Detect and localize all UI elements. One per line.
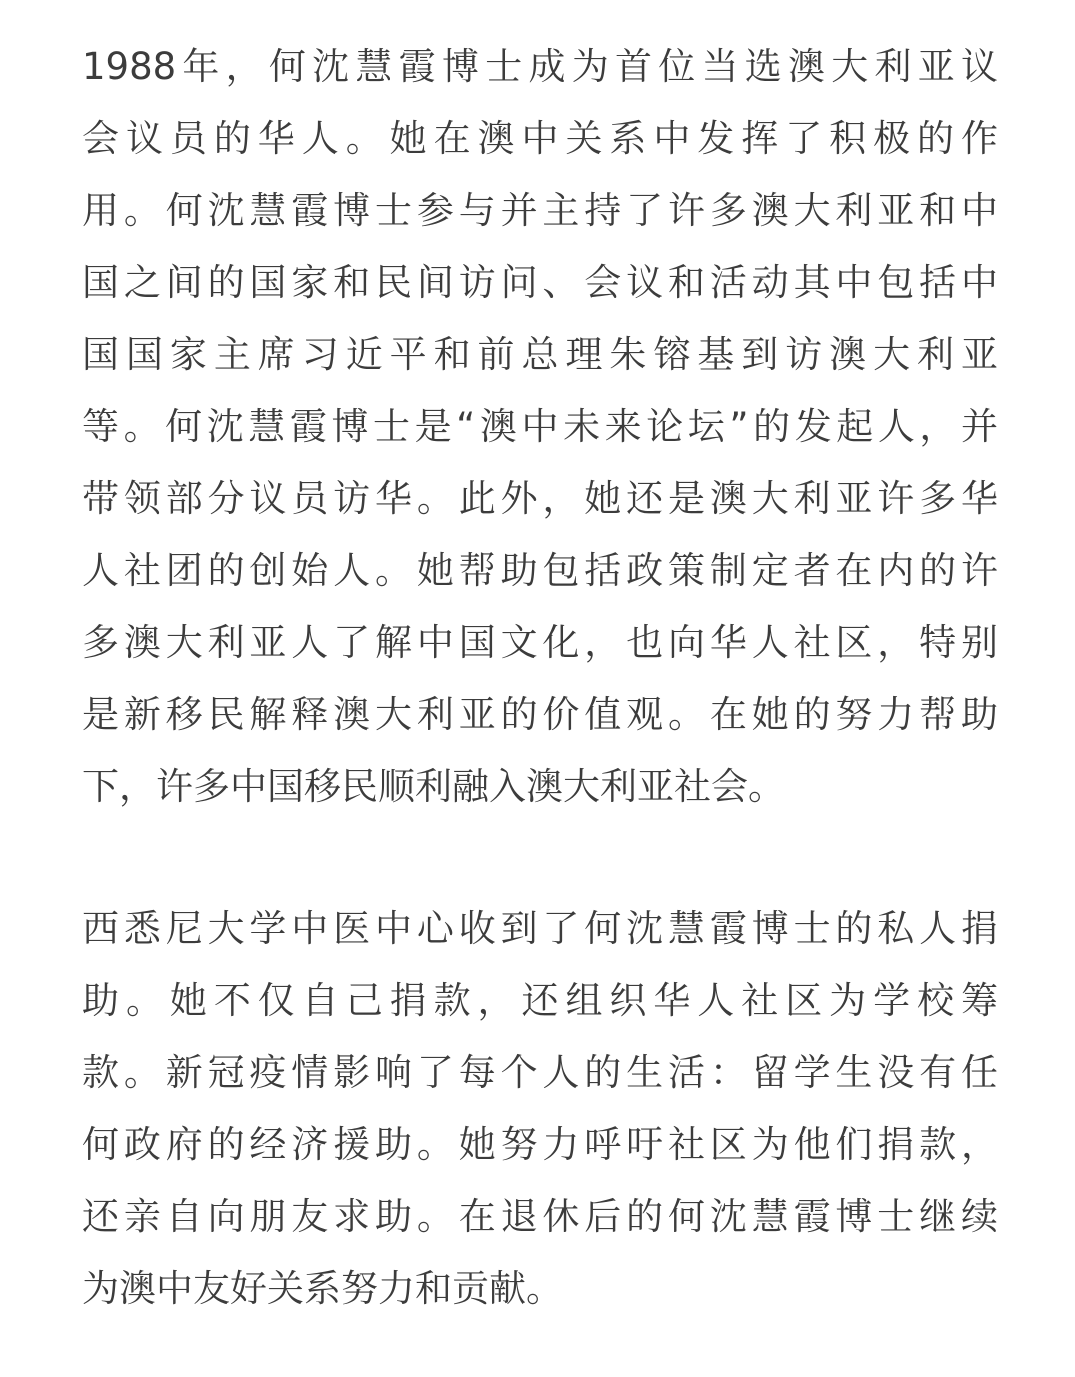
text-line: 多澳大利亚人了解中国文化，也向华人社区，特别 xyxy=(82,621,998,664)
text-line: 带领部分议员访华。此外，她还是澳大利亚许多华 xyxy=(82,477,998,520)
text-line: 下，许多中国移民顺利融入澳大利亚社会。 xyxy=(82,765,785,808)
text-line: 还亲自向朋友求助。在退休后的何沈慧霞博士继续 xyxy=(82,1195,998,1238)
text-line: 1988年，何沈慧霞博士成为首位当选澳大利亚议 xyxy=(82,45,998,88)
text-line: 人社团的创始人。她帮助包括政策制定者在内的许 xyxy=(82,549,998,592)
text-line: 是新移民解释澳大利亚的价值观。在她的努力帮助 xyxy=(82,693,998,736)
text-line: 会议员的华人。她在澳中关系中发挥了积极的作 xyxy=(82,117,998,160)
text-line: 国之间的国家和民间访问、会议和活动其中包括中 xyxy=(82,261,998,304)
text-line: 助。她不仅自己捐款，还组织华人社区为学校筹 xyxy=(82,979,998,1022)
text-line: 西悉尼大学中医中心收到了何沈慧霞博士的私人捐 xyxy=(82,907,998,950)
text-line: 何政府的经济援助。她努力呼吁社区为他们捐款， xyxy=(82,1123,998,1166)
text-line: 用。何沈慧霞博士参与并主持了许多澳大利亚和中 xyxy=(82,189,998,232)
text-line: 为澳中友好关系努力和贡献。 xyxy=(82,1267,563,1310)
text-line: 款。新冠疫情影响了每个人的生活：留学生没有任 xyxy=(82,1051,998,1094)
paragraph-1 xyxy=(82,31,998,823)
paragraph-2 xyxy=(82,893,998,1325)
text-line: 国国家主席习近平和前总理朱镕基到访澳大利亚 xyxy=(82,333,998,376)
text-line: 等。何沈慧霞博士是“澳中未来论坛”的发起人，并 xyxy=(82,405,998,448)
article-body xyxy=(82,31,998,1325)
